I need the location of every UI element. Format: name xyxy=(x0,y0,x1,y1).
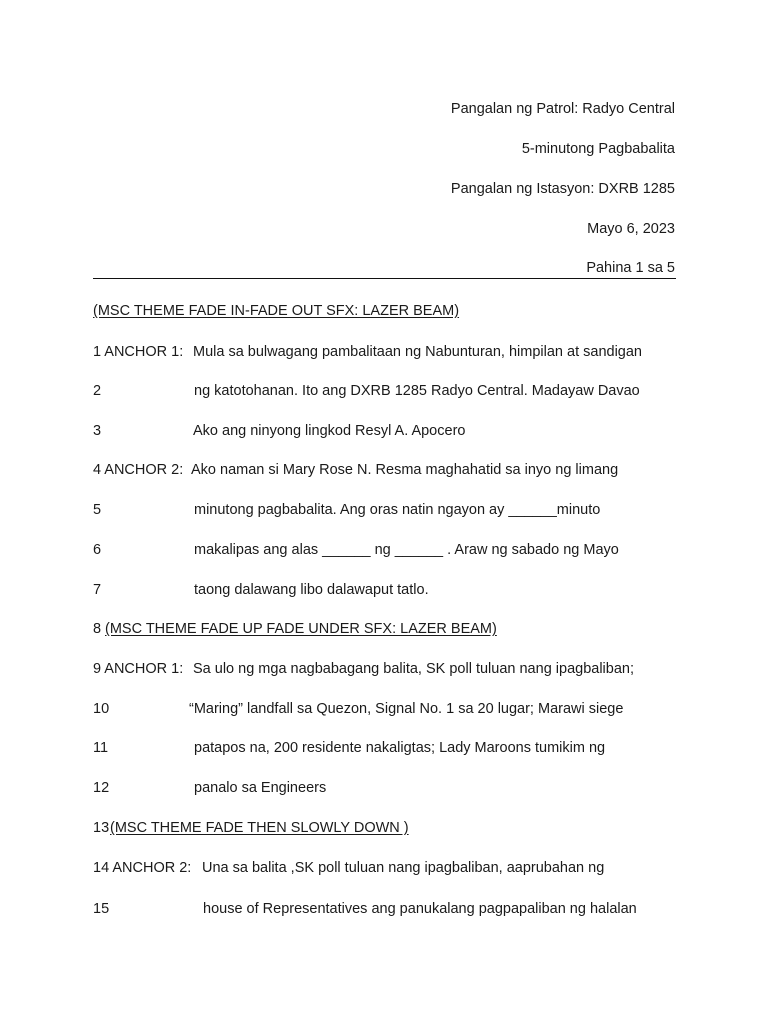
line-number: 6 xyxy=(93,542,102,558)
header-patrol-name: Pangalan ng Patrol: Radyo Central xyxy=(450,101,675,117)
line-text: panalo sa Engineers xyxy=(194,780,327,796)
sound-cue: (MSC THEME FADE THEN SLOWLY DOWN ) xyxy=(110,820,409,836)
line-number: 1 ANCHOR 1: xyxy=(93,344,184,360)
line-number: 5 xyxy=(93,502,102,518)
line-number: 3 xyxy=(93,423,102,439)
header-station-name: Pangalan ng Istasyon: DXRB 1285 xyxy=(450,181,675,197)
line-number: 4 ANCHOR 2: xyxy=(93,462,184,478)
line-number: 11 xyxy=(93,740,109,756)
line-text: house of Representatives ang panukalang pagpapaliban ng halalan xyxy=(203,901,637,917)
line-number: 15 xyxy=(93,901,110,917)
intro-sound-cue: (MSC THEME FADE IN-FADE OUT SFX: LAZER BEAM) xyxy=(93,303,460,319)
line-number: 7 xyxy=(93,582,102,598)
line-number: 10 xyxy=(93,701,110,717)
line-text: minutong pagbabalita. Ang oras natin ngayon ay ______minuto xyxy=(194,502,601,518)
line-text: Sa ulo ng mga nagbabagang balita, SK poll tuluan nang ipagbaliban; xyxy=(193,661,634,677)
header-page-number: Pahina 1 sa 5 xyxy=(586,260,675,276)
line-text: “Maring” landfall sa Quezon, Signal No. 1 sa 20 lugar; Marawi siege xyxy=(189,701,624,717)
sound-cue: (MSC THEME FADE UP FADE UNDER SFX: LAZER BEAM) xyxy=(105,621,497,637)
header-divider xyxy=(93,278,676,279)
line-number: 13 xyxy=(93,820,110,836)
line-text: Una sa balita ,SK poll tuluan nang ipagbaliban, aaprubahan ng xyxy=(202,860,605,876)
line-number: 14 ANCHOR 2: xyxy=(93,860,192,876)
line-text: ng katotohanan. Ito ang DXRB 1285 Radyo Central. Madayaw Davao xyxy=(194,383,640,399)
line-number: 9 ANCHOR 1: xyxy=(93,661,184,677)
line-text: Ako ang ninyong lingkod Resyl A. Apocero xyxy=(193,423,466,439)
line-text: makalipas ang alas ______ ng ______ . Araw ng sabado ng Mayo xyxy=(194,542,619,558)
line-text: patapos na, 200 residente nakaligtas; Lady Maroons tumikim ng xyxy=(194,740,606,756)
line-text: Ako naman si Mary Rose N. Resma maghahatid sa inyo ng limang xyxy=(191,462,619,478)
header-date: Mayo 6, 2023 xyxy=(587,221,675,237)
line-text: Mula sa bulwagang pambalitaan ng Nabunturan, himpilan at sandigan xyxy=(193,344,642,360)
line-number: 2 xyxy=(93,383,102,399)
header-program-type: 5-minutong Pagbabalita xyxy=(521,141,675,157)
line-number: 8 xyxy=(93,621,102,637)
line-number: 12 xyxy=(93,780,110,796)
line-text: taong dalawang libo dalawaput tatlo. xyxy=(194,582,429,598)
